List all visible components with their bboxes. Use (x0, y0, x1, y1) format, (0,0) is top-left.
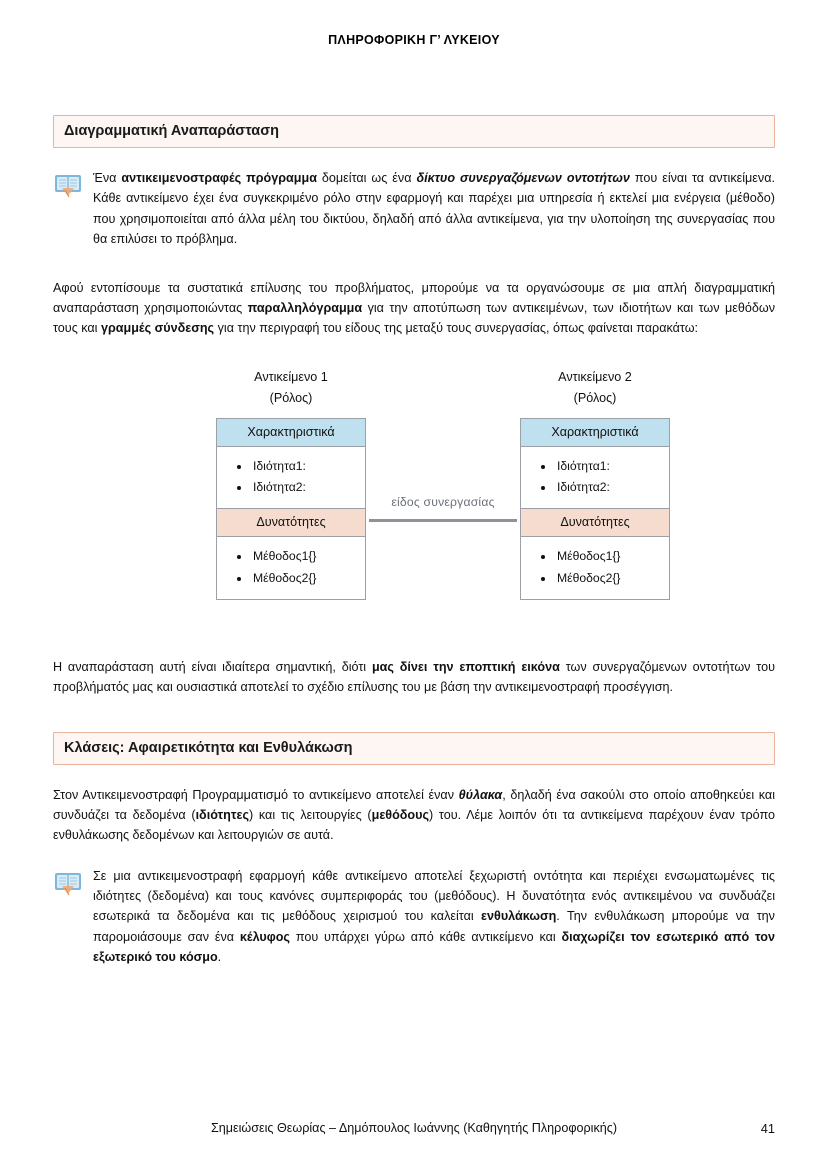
object-2-name: Αντικείμενο 2 (558, 369, 632, 384)
paragraph-5-indented (93, 866, 775, 968)
connector-line (369, 519, 517, 522)
object-1-role: (Ρόλος) (269, 391, 313, 406)
list-item: • Ιδιότητα1: (555, 456, 669, 477)
paragraph-2 (53, 278, 775, 339)
list-item: • Μέθοδος1{} (251, 546, 365, 567)
p2-seg2: για την αποτύπωση των αντικειμένων, των ιδιοτήτων και των μεθόδων τους και (53, 300, 775, 336)
p4-seg3: ) και τις λειτουργίες ( (249, 807, 372, 822)
p2-bold-1: παραλληλόγραμμα (247, 300, 363, 315)
object-2-title (520, 367, 670, 410)
section-heading-classes: Κλάσεις: Αφαιρετικότητα και Ενθυλάκωση (53, 732, 775, 765)
connector-label: είδος συνεργασίας (391, 494, 495, 509)
book-icon (53, 868, 83, 898)
footer-text: Σημειώσεις Θεωρίας – Δημόπουλος Ιωάννης (Καθηγητής Πληροφορικής) (210, 1121, 618, 1135)
p4-bold-3: μεθόδους (371, 807, 430, 822)
p4-seg4: ) του. Λέμε λοιπόν ότι τα αντικείμενα παρέχουν έναν τρόπο ενθυλάκωσης δεδομένων και λειτουργιών σε αυτά. (53, 807, 775, 843)
p4-seg1: Στον Αντικειμενοστραφή Προγραμματισμό το αντικείμενο αποτελεί έναν (53, 787, 459, 802)
object-1-methods-header: Δυνατότητες (217, 508, 365, 537)
p5-seg1: Σε μια αντικειμενοστραφή εφαρμογή κάθε αντικείμενο αποτελεί ξεχωριστή οντότητα και περιέχει ενσωματωμένες τις ιδιότητες (δεδομένα) και τους κανόνες συμπεριφοράς του (μεθόδους). Η δυνατότητα ενός αντικειμένου να συνδυάζει εσωτερικά τα δεδομένα και τις μεθόδους χειρισμού του καλείται (93, 868, 775, 924)
object-1-attributes-list (217, 447, 365, 509)
p5-seg3: που υπάρχει γύρω από κάθε αντικείμενο και (289, 929, 562, 944)
object-collaboration-diagram (134, 367, 694, 637)
object-1-box (216, 418, 366, 600)
list-item: • Μέθοδος2{} (555, 568, 669, 589)
p4-bold-1: θύλακα (458, 787, 503, 802)
list-item: • Μέθοδος2{} (251, 568, 365, 589)
page-number: 41 (760, 1121, 775, 1136)
object-2-attributes-list (521, 447, 669, 509)
p5-bold-2: κέλυφος (239, 929, 290, 944)
object-2-role: (Ρόλος) (573, 391, 617, 406)
p3-seg1: Η αναπαράσταση αυτή είναι ιδιαίτερα σημαντική, διότι (53, 659, 372, 674)
p3-bold-1: μας δίνει την εποπτική εικόνα (371, 659, 560, 674)
diagram-object-2 (520, 367, 670, 600)
p4-seg2: , δηλαδή ένα σακούλι στο οποίο αποθηκεύει και συνδυάζει τα δεδομένα ( (53, 787, 775, 822)
callout-block-2 (53, 866, 775, 968)
list-item: • Μέθοδος1{} (555, 546, 669, 567)
p5-bold-1: ενθυλάκωση (481, 909, 557, 924)
callout-block-1 (53, 168, 775, 250)
paragraph-3 (53, 657, 775, 698)
page-footer (0, 1121, 828, 1135)
list-item: • Ιδιότητα2: (555, 477, 669, 498)
diagram-object-1 (216, 367, 366, 600)
object-1-title (216, 367, 366, 410)
object-1-attributes-header: Χαρακτηριστικά (217, 419, 365, 447)
p4-bold-2: ιδιότητες (195, 807, 249, 822)
paragraph-1 (93, 168, 775, 250)
object-2-methods-header: Δυνατότητες (521, 508, 669, 537)
p2-bold-2: γραμμές σύνδεσης (100, 321, 215, 336)
section-heading-diagrammatic: Διαγραμματική Αναπαράσταση (53, 115, 775, 148)
object-1-name: Αντικείμενο 1 (254, 369, 328, 384)
p5-seg4: . (217, 950, 222, 965)
paragraph-4 (53, 785, 775, 846)
p2-seg3: για την περιγραφή του είδους της μεταξύ τους συνεργασίας, όπως φαίνεται παρακάτω: (214, 321, 699, 336)
p1-seg2: δομείται ως ένα (316, 171, 417, 185)
page-header-title: ΠΛΗΡΟΦΟΡΙΚΗ Γ’ ΛΥΚΕΙΟΥ (328, 33, 500, 47)
p2-seg1: Αφού εντοπίσουμε τα συστατικά επίλυσης του προβλήματος, μπορούμε να τα οργανώσουμε σε μια απλή διαγραμματική αναπαράσταση χρησιμοποιώντας (53, 280, 775, 315)
p1-seg3: που είναι τα αντικείμενα. Κάθε αντικείμενο έχει ένα συγκεκριμένο ρόλο στην εφαρμογή και παρέχει μια υπηρεσία ή εκτελεί μια ενέργεια (μέθοδο) που χρησιμοποιείται από άλλα μέλη του δικτύου, δηλαδή από άλλα αντικείμενα, για την υλοποίηση της συνεργασίας που θα επιλύσει το πρόβλημα. (93, 171, 775, 247)
object-2-methods-list (521, 537, 669, 599)
diagram-connector (366, 495, 520, 522)
p1-bold-2: δίκτυο συνεργαζόμενων οντοτήτων (416, 171, 630, 185)
object-2-attributes-header: Χαρακτηριστικά (521, 419, 669, 447)
object-1-methods-list (217, 537, 365, 599)
p3-seg2: των συνεργαζόμενων οντοτήτων του προβλήματός μας και ουσιαστικά αποτελεί το σχέδιο επίλυσης του με βάση την αντικειμενοστραφή προσέγγιση. (53, 659, 775, 695)
p1-seg1: Ένα (93, 171, 122, 185)
p5-seg2: . Την ενθυλάκωση μπορούμε να την παρομοιάσουμε σαν ένα (93, 909, 775, 944)
p5-bold-3: διαχωρίζει τον εσωτερικό από τον εξωτερικό του κόσμο (93, 929, 776, 965)
list-item: • Ιδιότητα1: (251, 456, 365, 477)
list-item: • Ιδιότητα2: (251, 477, 365, 498)
object-2-box (520, 418, 670, 600)
p1-bold-1: αντικειμενοστραφές πρόγραμμα (121, 171, 317, 185)
book-icon (53, 170, 83, 200)
